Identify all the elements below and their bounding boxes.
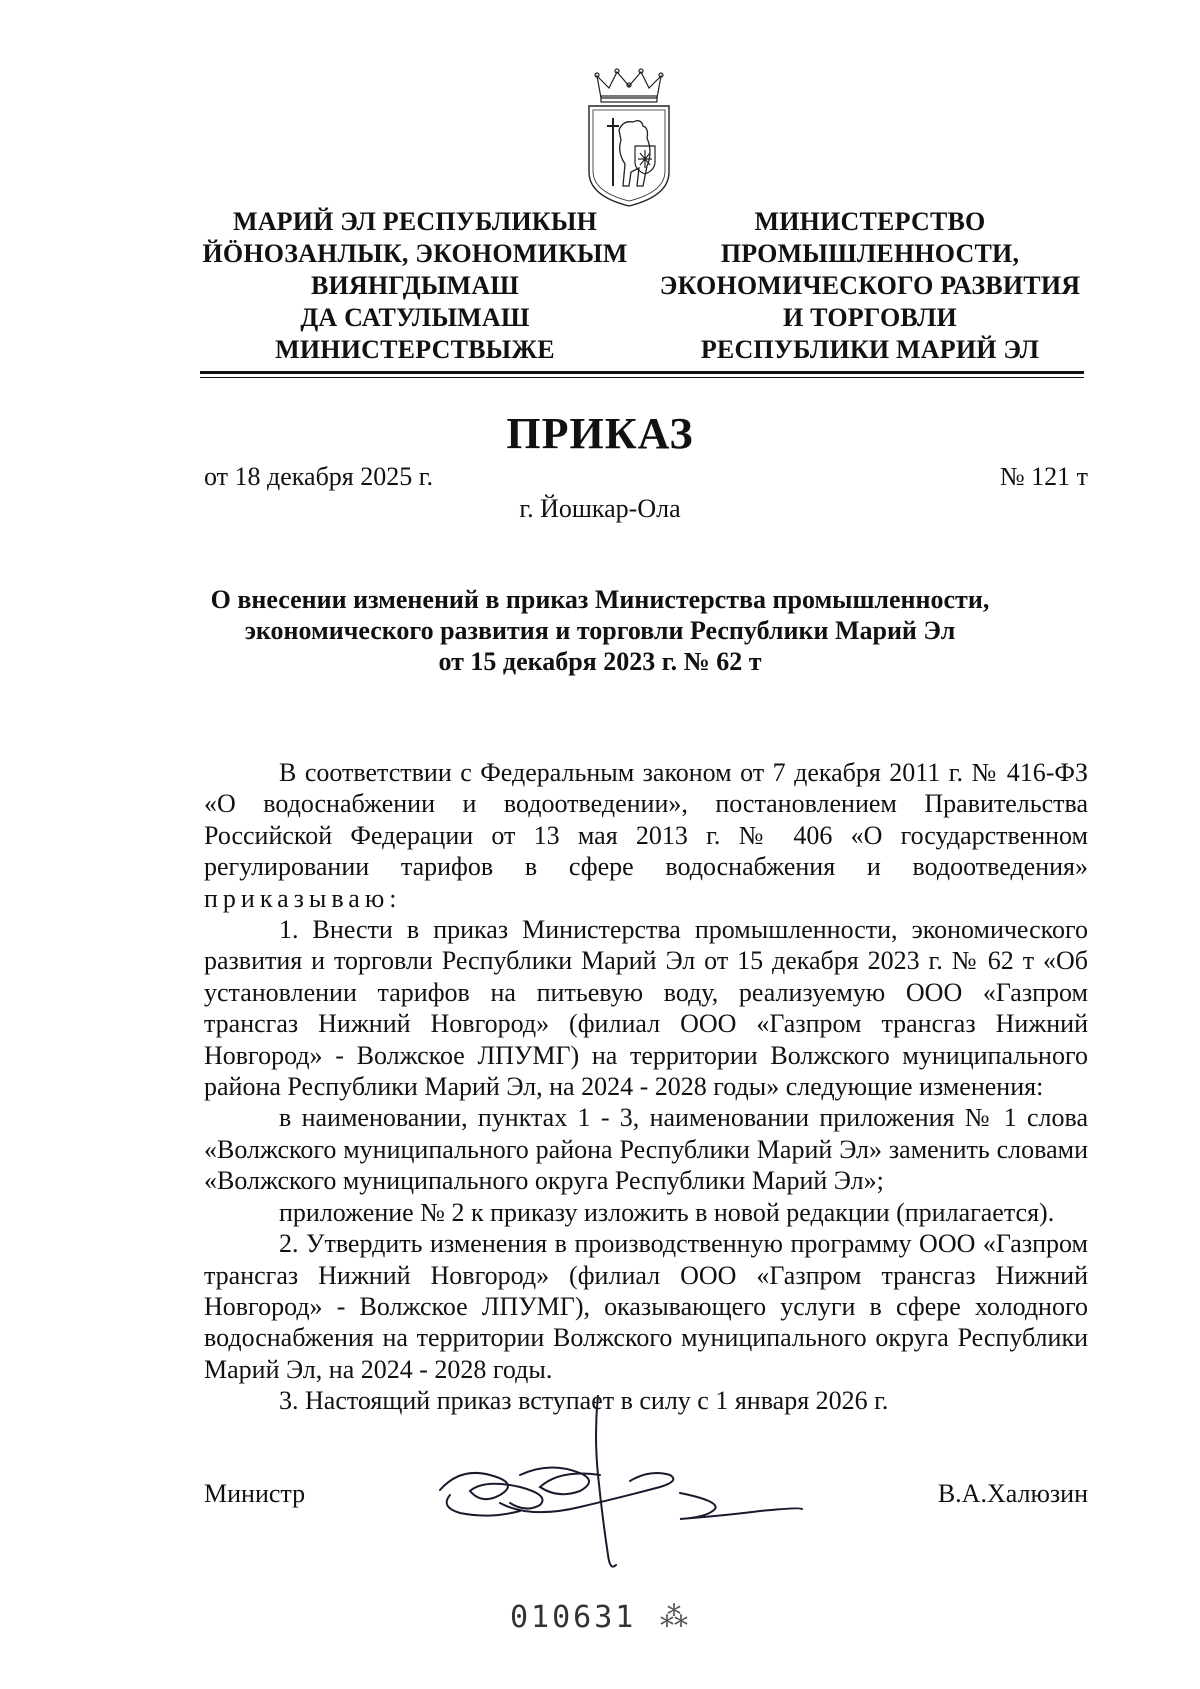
- order-number: № 121 т: [999, 462, 1088, 491]
- document-title: ПРИКАЗ: [506, 409, 694, 458]
- body-paragraph-item-2: 2. Утвердить изменения в производственную программу ООО «Газпром трансгаз Нижний Новгород» (филиал ООО «Газпром трансгаз Нижний Новгород» - Волжское ЛПУМГ), оказывающего услуги в сфере холодного водоснабжения на территории Волжского муниципального округа Республики Марий Эл, на 2024 - 2028 годы.: [204, 1229, 1088, 1384]
- header-left-line: ВИЯНГДЫМАШ: [310, 271, 520, 300]
- header-divider-thin: [200, 377, 1084, 378]
- coat-of-arms-icon: [583, 68, 675, 208]
- signature-icon: [430, 1395, 900, 1580]
- header-left-ministry-name: [195, 206, 635, 366]
- header-left-line: МАРИЙ ЭЛ РЕСПУБЛИКЫН: [232, 207, 598, 236]
- signatory-role: Министр: [204, 1479, 306, 1508]
- preamble-text: В соответствии с Федеральным законом от 7 декабря 2011 г. № 416-ФЗ «О водоснабжении и водоотведении», постановлением Правительства Российской Федерации от 13 мая 2013 г. № 406 «О государственном регулировании тарифов в сфере водоснабжения и водоотведения»: [204, 758, 1088, 882]
- order-subject: [0, 584, 1200, 677]
- subject-line: О внесении изменений в приказ Министерства промышленности,: [210, 585, 990, 614]
- body-paragraph-preamble: [204, 757, 1088, 914]
- header-left-line: ЙӦНОЗАНЛЫК, ЭКОНОМИКЫМ: [202, 239, 628, 268]
- header-left-line: МИНИСТЕРСТВЫЖЕ: [275, 335, 555, 364]
- body-paragraph-change-1: в наименовании, пунктах 1 - 3, наименовании приложения № 1 слова «Волжского муниципального района Республики Марий Эл» заменить словами «Волжского муниципального округа Республики Марий Эл»;: [204, 1103, 1088, 1196]
- header-right-line: ПРОМЫШЛЕННОСТИ,: [720, 239, 1020, 268]
- order-body: [204, 757, 1088, 1417]
- signatory-name: В.А.Халюзин: [937, 1479, 1088, 1508]
- header-right-line: ЭКОНОМИЧЕСКОГО РАЗВИТИЯ: [659, 271, 1081, 300]
- header-divider-thick: [200, 371, 1084, 374]
- subject-line: от 15 декабря 2023 г. № 62 т: [438, 647, 762, 676]
- header-right-ministry-name: [655, 206, 1085, 366]
- form-serial-number: 010631: [510, 1600, 637, 1635]
- subject-line: экономического развития и торговли Республики Марий Эл: [244, 616, 956, 645]
- header-left-line: ДА САТУЛЫМАШ: [300, 303, 530, 332]
- body-paragraph-item-3: 3. Настоящий приказ вступает в силу с 1 января 2026 г.: [279, 1386, 889, 1416]
- body-paragraph-item-1: 1. Внести в приказ Министерства промышленности, экономического развития и торговли Республики Марий Эл от 15 декабря 2023 г. № 62 т «Об установлении тарифов на питьевую воду, реализуемую ООО «Газпром трансгаз Нижний Новгород» (филиал ООО «Газпром трансгаз Нижний Новгород» - Волжское ЛПУМГ) на территории Волжского муниципального района Республики Марий Эл, на 2024 - 2028 годы» следующие изменения:: [204, 915, 1088, 1102]
- order-city: г. Йошкар-Ола: [519, 494, 681, 523]
- order-date: от 18 декабря 2025 г.: [204, 462, 433, 491]
- serial-asterisk-mark: ⁂: [660, 1602, 688, 1633]
- order-verb: приказываю:: [204, 883, 402, 913]
- body-paragraph-change-2: приложение № 2 к приказу изложить в новой редакции (прилагается).: [279, 1197, 1055, 1227]
- header-right-line: И ТОРГОВЛИ: [783, 303, 957, 332]
- header-right-line: РЕСПУБЛИКИ МАРИЙ ЭЛ: [700, 335, 1040, 364]
- header-right-line: МИНИСТЕРСТВО: [754, 207, 986, 236]
